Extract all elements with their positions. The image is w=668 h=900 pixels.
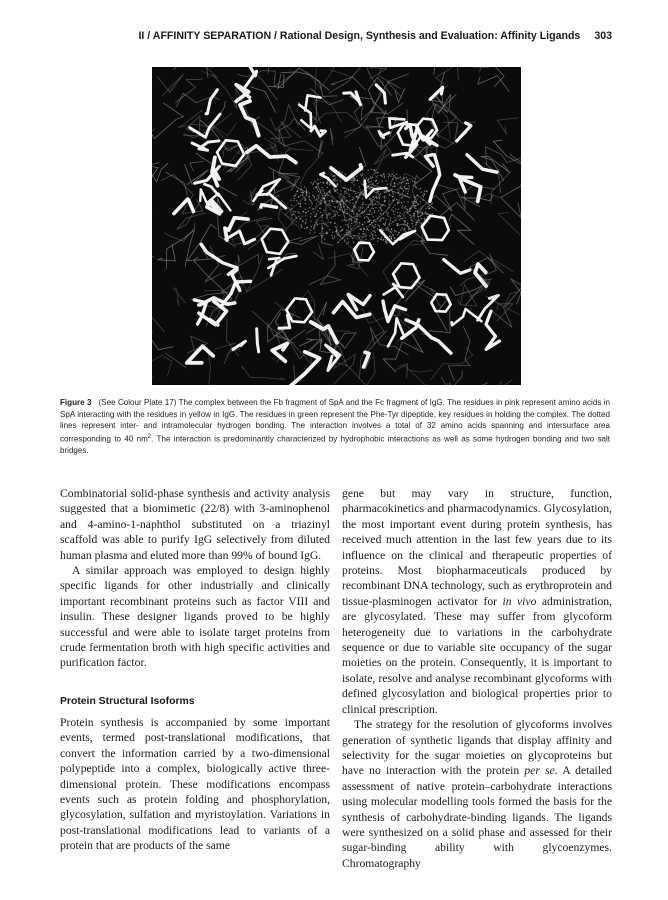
molecular-structure-figure bbox=[152, 67, 521, 385]
caption-text: (See Colour Plate 17) The complex between the Fb fragment of SpA and the Fc fragment of IgG. The residues in pink represent amino acids in SpA interacting with the residues in yellow in IgG. The residues in green represent the Phe-Tyr dipeptide, key residues in holding the complex. The dotted lines represent inter- and intramolecular hydrogen bonding. The interaction involves a total of 32 amino acids spanning and intersurface area corresponding to 40 nm bbox=[60, 398, 610, 444]
page-number: 303 bbox=[594, 30, 612, 42]
paragraph: gene but may vary in structure, function, pharmacokinetics and pharmacodynamics. Glycosylation, the most important event during protein synthesis, has received much attention in the last few years due to its influence on the clinical and therapeutic properties of proteins. Most biopharmaceuticals produced by recombinant DNA technology, such as erythroprotein and tissue-plasminogen activator for in vivo administration, are glycosylated. These may suffer from glycoform heterogeneity due to variations in the carbohydrate sequence or due to variable site occupancy of the sugar moieties on the protein. Consequently, it is important to isolate, resolve and analyse recombinant glycoforms with defined glycosylation and biological properties prior to clinical prescription. bbox=[342, 487, 612, 716]
caption-superscript: 2 bbox=[147, 434, 152, 441]
caption-text-end: . The interaction is predominantly characterized by hydrophobic interactions as well as some hydrogen bonding and two salt bridges. bbox=[60, 434, 610, 456]
right-column bbox=[342, 486, 612, 871]
figure-label: Figure 3 bbox=[60, 398, 92, 407]
left-column bbox=[60, 486, 330, 854]
running-title: II / AFFINITY SEPARATION / Rational Design, Synthesis and Evaluation: Affinity Ligands bbox=[138, 30, 581, 42]
figure-caption bbox=[60, 397, 610, 457]
paragraph: Protein synthesis is accompanied by some important events, termed post-translational modifications, that convert the information carried by a two-dimensional polypeptide into a complex, biologically active three-dimensional protein. These modifications encompass events such as protein folding and phosphorylation, glycosylation, sulfation and myristoylation. Variations in post-translational modifications lead to variants of a protein that are products of the same bbox=[60, 715, 330, 853]
paragraph: Combinatorial solid-phase synthesis and activity analysis suggested that a biomimetic (22/8) with 3-aminophenol and 4-amino-1-naphthol substituted on a triazinyl scaffold was able to purify IgG selectively from diluted human plasma and eluted more than 99% of bound IgG. bbox=[60, 487, 330, 562]
paragraph: The strategy for the resolution of glycoforms involves generation of synthetic ligands that display affinity and selectivity for the sugar moieties on glycoproteins but have no interaction with the protein per se. A detailed assessment of native protein–carbohydrate interactions using molecular modelling tools formed the basis for the synthesis of carbohydrate-binding ligands. The ligands were synthesized on a solid phase and assessed for their sugar-binding ability with glycoenzymes. Chromatography bbox=[342, 718, 612, 870]
running-head bbox=[60, 30, 612, 42]
section-heading: Protein Structural Isoforms bbox=[60, 695, 195, 707]
paragraph: A similar approach was employed to design highly specific ligands for other industrially and clinically important recombinant proteins such as factor VIII and insulin. These designer ligands proved to be highly successful and were able to isolate target proteins from crude fermentation broth with high specific activities and purification factor. bbox=[60, 564, 330, 670]
molecular-structure-image bbox=[152, 67, 521, 385]
